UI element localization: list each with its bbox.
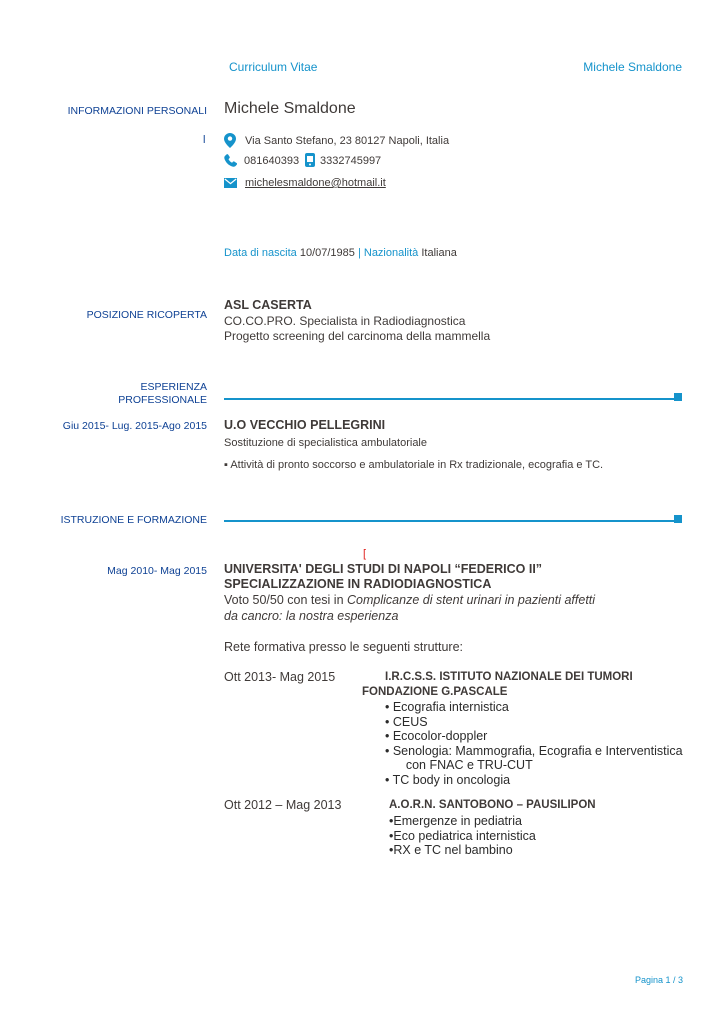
education-divider-square: [674, 515, 682, 523]
network-intro: Rete formativa presso le seguenti strutture:: [224, 640, 464, 654]
list-item: •Emergenze in pediatria: [389, 814, 522, 828]
position-title: ASL CASERTA: [224, 298, 312, 312]
list-item: con FNAC e TRU-CUT: [385, 758, 533, 773]
person-name: Michele Smaldone: [224, 100, 356, 117]
network1-list: [385, 700, 683, 788]
experience-bullet: ▪ Attività di pronto soccorso e ambulatoriale in Rx tradizionale, ecografia e TC.: [224, 459, 604, 471]
email-icon: [224, 178, 237, 188]
phone-text: 081640393: [244, 155, 300, 167]
network1-period: Ott 2013- Mag 2015: [224, 670, 336, 684]
header-right: Michele Smaldone: [583, 60, 682, 74]
email-link[interactable]: michelesmaldone@hotmail.it: [245, 177, 386, 189]
mobile-icon: [305, 153, 315, 167]
education-institution: UNIVERSITA' DEGLI STUDI DI NAPOLI “FEDERICO II”: [224, 562, 543, 576]
position-label: POSIZIONE RICOPERTA: [86, 309, 207, 321]
list-item: • TC body in oncologia: [385, 772, 511, 787]
network2-list: [389, 814, 536, 858]
birth-nationality-line: [224, 247, 457, 259]
field-separator: |: [357, 247, 361, 259]
location-icon: [224, 133, 236, 148]
list-item: • Ecocolor-doppler: [385, 729, 488, 744]
list-item: •Eco pediatrica internistica: [389, 828, 536, 843]
education-date: Mag 2010- Mag 2015: [107, 565, 207, 577]
birth-label: Data di nascita: [224, 247, 297, 259]
section-marker: l: [203, 134, 206, 146]
education-divider: [224, 520, 676, 522]
experience-label-line2: PROFESSIONALE: [118, 394, 207, 406]
header-left: Curriculum Vitae: [229, 60, 318, 74]
experience-label-line1: ESPERIENZA: [140, 381, 207, 393]
page-number: Pagina 1 / 3: [634, 975, 683, 985]
experience-role: Sostituzione di specialistica ambulatoriale: [224, 437, 427, 449]
list-item: •RX e TC nel bambino: [389, 843, 513, 858]
experience-employer: U.O VECCHIO PELLEGRINI: [224, 418, 386, 432]
education-label: ISTRUZIONE E FORMAZIONE: [60, 514, 207, 526]
network2-name: A.O.R.N. SANTOBONO – PAUSILIPON: [389, 799, 596, 811]
personal-info-label: INFORMAZIONI PERSONALI: [67, 105, 207, 117]
phone-icon: [224, 154, 237, 167]
list-item: • Ecografia internistica: [385, 700, 509, 714]
nationality-value: Italiana: [421, 247, 457, 259]
mobile-text: 3332745997: [320, 155, 382, 167]
education-grade-line: [224, 593, 595, 607]
list-item: • CEUS: [385, 714, 428, 729]
address-text: Via Santo Stefano, 23 80127 Napoli, Italia: [245, 135, 450, 147]
education-degree: SPECIALIZZAZIONE IN RADIODIAGNOSTICA: [224, 577, 492, 591]
thesis-line1: Complicanze di stent urinari in pazienti affetti: [347, 593, 596, 607]
network1-name-line2: FONDAZIONE G.PASCALE: [362, 686, 508, 698]
position-line2: Progetto screening del carcinoma della mammella: [224, 329, 491, 343]
experience-divider: [224, 398, 676, 400]
experience-date: Giu 2015- Lug. 2015-Ago 2015: [62, 420, 207, 432]
nationality-label: Nazionalità: [363, 247, 419, 259]
experience-divider-square: [674, 393, 682, 401]
red-mark: [: [363, 548, 367, 560]
thesis-line2: da cancro: la nostra esperienza: [224, 609, 399, 623]
network1-name-line1: I.R.C.S.S. ISTITUTO NAZIONALE DEI TUMORI: [385, 671, 633, 683]
birth-value: 10/07/1985: [299, 247, 355, 259]
position-line1: CO.CO.PRO. Specialista in Radiodiagnostica: [224, 314, 466, 328]
network2-period: Ott 2012 – Mag 2013: [224, 798, 342, 812]
grade-prefix: Voto 50/50 con tesi in: [224, 593, 348, 607]
list-item: • Senologia: Mammografia, Ecografia e Interventistica: [385, 743, 683, 758]
